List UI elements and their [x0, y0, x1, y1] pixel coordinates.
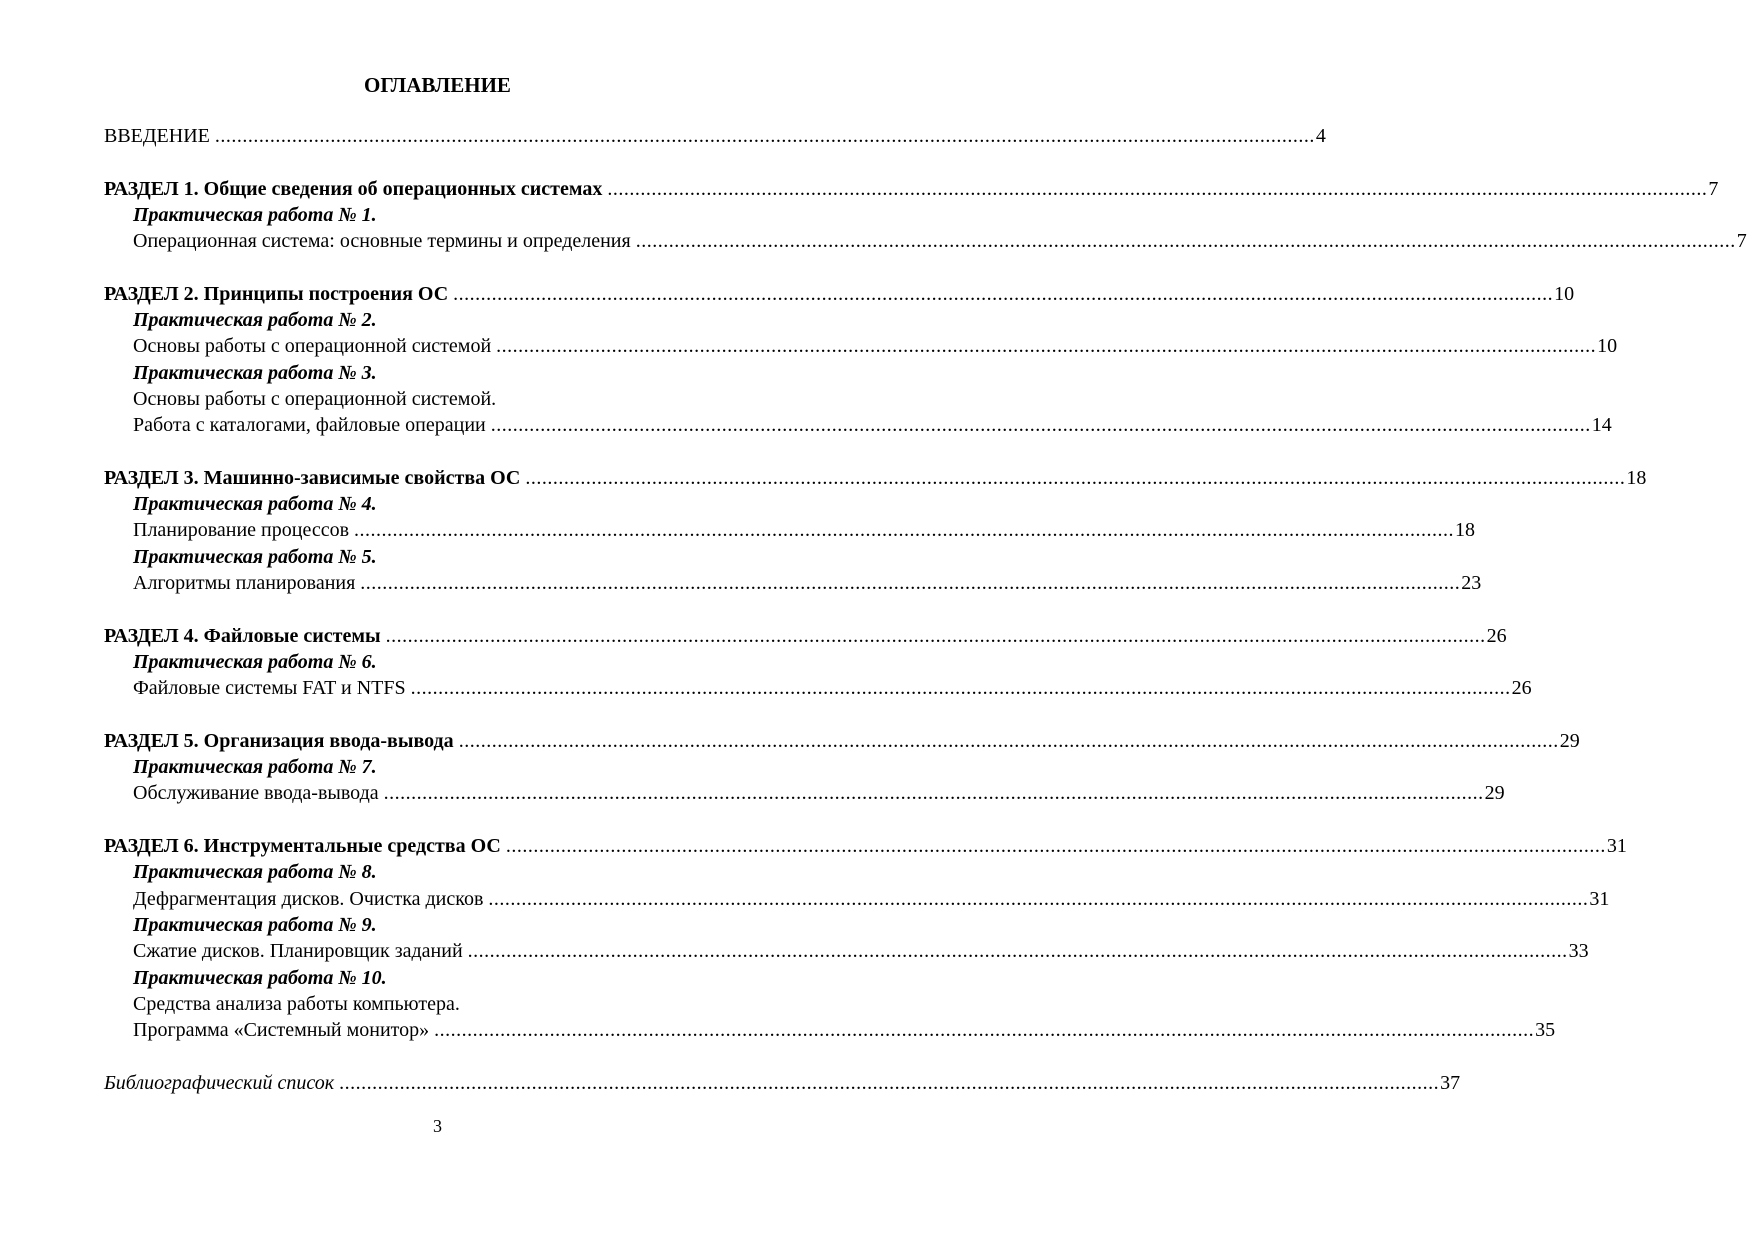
- toc-entry: [104, 465, 1647, 491]
- toc-leader-dots: ........................................................................................................................................................................................................: [458, 729, 1559, 752]
- toc-entry-title: Программа «Системный монитор»: [133, 1019, 430, 1042]
- toc-entry-title: Сжатие дисков. Планировщик заданий: [133, 940, 463, 963]
- toc-entry-title: Обслуживание ввода-вывода: [133, 782, 379, 805]
- toc-entry-title: Библиографический список: [104, 1071, 335, 1094]
- toc-subentry: [104, 1017, 1556, 1043]
- toc-entry-page: 29: [1484, 782, 1505, 805]
- toc-entry-title: Практическая работа № 10.: [133, 966, 387, 989]
- toc-entry-title: ВВЕДЕНИЕ: [104, 125, 210, 147]
- toc-leader-dots: ........................................................................................................................................................................................................: [488, 887, 1589, 910]
- toc-entry-page: 7: [1708, 177, 1719, 200]
- toc-entry-page: 31: [1589, 887, 1610, 910]
- toc-entry-page: 35: [1535, 1019, 1556, 1042]
- toc-entry-title: РАЗДЕЛ 4. Файловые системы: [104, 624, 381, 647]
- toc-entry: [104, 728, 1580, 754]
- toc-leader-dots: ........................................................................................................................................................................................................: [214, 125, 1315, 147]
- toc-leader-dots: ........................................................................................................................................................................................................: [410, 677, 1511, 700]
- toc-subentry: [104, 991, 777, 1017]
- toc-subentry: [104, 965, 777, 991]
- toc-entry-title: Практическая работа № 4.: [133, 493, 377, 516]
- page-number: 3: [433, 1116, 442, 1136]
- toc-entry-page: 26: [1511, 677, 1532, 700]
- toc-entry-title: Практическая работа № 6.: [133, 650, 377, 673]
- toc-entry-title: Практическая работа № 3.: [133, 361, 377, 384]
- toc-leader-dots: ........................................................................................................................................................................................................: [505, 835, 1606, 858]
- toc-entry-title: Практическая работа № 5.: [133, 545, 377, 568]
- toc-entry-title: Практическая работа № 8.: [133, 861, 377, 884]
- toc-entry-page: 10: [1597, 335, 1618, 358]
- toc-subentry: [104, 228, 1747, 254]
- toc-entry: [104, 176, 1719, 202]
- toc-leader-dots: ........................................................................................................................................................................................................: [490, 414, 1591, 437]
- table-of-contents: [104, 123, 1747, 1096]
- toc-leader-dots: ........................................................................................................................................................................................................: [434, 1019, 1535, 1042]
- toc-entry-title: Практическая работа № 7.: [133, 756, 377, 779]
- toc-entry: [104, 281, 1575, 307]
- toc-subentry: [104, 938, 1589, 964]
- toc-subentry: [104, 333, 1618, 359]
- toc-leader-dots: ........................................................................................................................................................................................................: [354, 519, 1455, 542]
- toc-entry-title: Алгоритмы планирования: [133, 572, 356, 595]
- toc-subentry: [104, 491, 777, 517]
- toc-entry-title: Дефрагментация дисков. Очистка дисков: [133, 887, 484, 910]
- toc-entry-page: 23: [1461, 572, 1482, 595]
- toc-entry-page: 10: [1554, 282, 1575, 305]
- toc-entry: [104, 123, 1326, 149]
- toc-entry-title: Практическая работа № 1.: [133, 203, 377, 226]
- toc-subentry: [104, 570, 1482, 596]
- toc-subentry: [104, 912, 777, 938]
- toc-entry-title: РАЗДЕЛ 6. Инструментальные средства ОС: [104, 835, 501, 858]
- toc-entry-page: 14: [1591, 414, 1612, 437]
- toc-leader-dots: ........................................................................................................................................................................................................: [525, 466, 1626, 489]
- toc-subentry: [104, 544, 777, 570]
- toc-subentry: [104, 412, 1612, 438]
- toc-leader-dots: ........................................................................................................................................................................................................: [453, 282, 1554, 305]
- toc-leader-dots: ........................................................................................................................................................................................................: [360, 572, 1461, 595]
- toc-entry-page: 26: [1486, 624, 1507, 647]
- toc-entry-page: 29: [1559, 729, 1580, 752]
- toc-entry-title: РАЗДЕЛ 3. Машинно-зависимые свойства ОС: [104, 466, 521, 489]
- toc-entry-page: 37: [1440, 1071, 1461, 1094]
- toc-entry-title: Планирование процессов: [133, 519, 350, 542]
- toc-entry-title: Практическая работа № 2.: [133, 309, 377, 332]
- toc-leader-dots: ........................................................................................................................................................................................................: [635, 230, 1736, 253]
- toc-entry-title: Файловые системы FAT и NTFS: [133, 677, 406, 700]
- toc-subentry: [104, 780, 1505, 806]
- toc-entry-page: 18: [1455, 519, 1476, 542]
- toc-entry-title: Работа с каталогами, файловые операции: [133, 414, 486, 437]
- toc-subentry: [104, 386, 777, 412]
- toc-entry-title: РАЗДЕЛ 2. Принципы построения ОС: [104, 282, 449, 305]
- toc-entry-page: 18: [1626, 466, 1647, 489]
- toc-entry-title: Операционная система: основные термины и определения: [133, 230, 631, 253]
- toc-entry: [104, 1070, 1461, 1096]
- toc-leader-dots: ........................................................................................................................................................................................................: [496, 335, 1597, 358]
- toc-entry-title: РАЗДЕЛ 1. Общие сведения об операционных системах: [104, 177, 603, 200]
- toc-subentry: [104, 517, 1476, 543]
- toc-entry-title: РАЗДЕЛ 5. Организация ввода-вывода: [104, 729, 454, 752]
- toc-subentry: [104, 202, 777, 228]
- toc-entry-title: Средства анализа работы компьютера.: [133, 992, 460, 1015]
- toc-entry-title: Практическая работа № 9.: [133, 913, 377, 936]
- toc-entry-page: 7: [1736, 230, 1747, 253]
- toc-entry-title: Основы работы с операционной системой.: [133, 387, 497, 410]
- toc-entry: [104, 833, 1627, 859]
- toc-subentry: [104, 886, 1610, 912]
- toc-entry: [104, 623, 1507, 649]
- toc-leader-dots: ........................................................................................................................................................................................................: [607, 177, 1708, 200]
- page-title: ОГЛАВЛЕНИЕ: [364, 73, 511, 97]
- toc-subentry: [104, 675, 1532, 701]
- toc-entry-page: 4: [1315, 125, 1326, 147]
- toc-subentry: [104, 859, 777, 885]
- toc-entry-page: 31: [1606, 835, 1627, 858]
- toc-subentry: [104, 360, 777, 386]
- toc-entry-page: 33: [1568, 940, 1589, 963]
- toc-entry-title: Основы работы с операционной системой: [133, 335, 492, 358]
- toc-subentry: [104, 307, 777, 333]
- toc-leader-dots: ........................................................................................................................................................................................................: [383, 782, 1484, 805]
- toc-leader-dots: ........................................................................................................................................................................................................: [467, 940, 1568, 963]
- toc-leader-dots: ........................................................................................................................................................................................................: [385, 624, 1486, 647]
- toc-leader-dots: ........................................................................................................................................................................................................: [339, 1071, 1440, 1094]
- toc-subentry: [104, 649, 777, 675]
- toc-subentry: [104, 754, 777, 780]
